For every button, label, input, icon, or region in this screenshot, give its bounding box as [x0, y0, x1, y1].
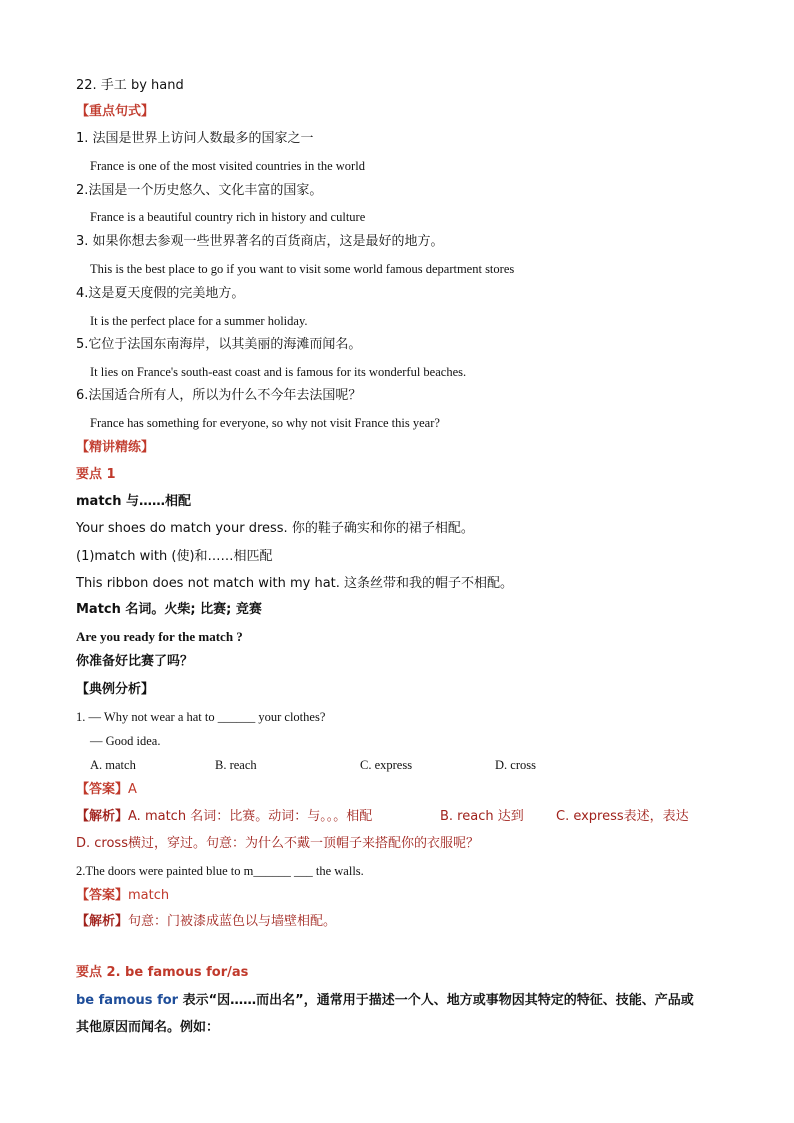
sentence-3-cn: 3. 如果你想去参观一些世界著名的百货商店，这是最好的地方。 — [76, 234, 444, 249]
match-noun-example: Are you ready for the match ? — [76, 629, 243, 644]
key-point-2: 要点 2. be famous for/as — [76, 965, 249, 980]
heading-example-analysis: 【典例分析】 — [76, 682, 155, 697]
question-2: 2.The doors were painted blue to m______ ___ the walls. — [76, 864, 364, 878]
analysis-2 — [76, 913, 336, 931]
sentence-5-en: It lies on France's south-east coast and is famous for its wonderful beaches. — [90, 365, 467, 379]
analysis-2-label: 【解析】 — [76, 914, 129, 929]
sentence-6-cn: 6.法国适合所有人，所以为什么不今年去法国呢？ — [76, 388, 362, 403]
analysis-1-option-b: B. reach 达到 — [440, 809, 524, 824]
sentence-4-cn: 4.这是夏天度假的完美地方。 — [76, 286, 245, 301]
sentence-1-cn: 1. 法国是世界上访问人数最多的国家之一 — [76, 131, 314, 146]
be-famous-for-definition-cont: 其他原因而闻名。例如： — [76, 1020, 220, 1035]
heading-explanation: 【精讲精练】 — [76, 440, 155, 455]
match-with-definition: (1)match with (使)和……相匹配 — [76, 549, 273, 564]
option-d: D. cross — [495, 758, 536, 772]
sentence-2-en: France is a beautiful country rich in history and culture — [90, 210, 366, 224]
key-point-1: 要点 1 — [76, 467, 116, 482]
match-definition: match 与……相配 — [76, 494, 192, 509]
line-by-hand: 22. 手工 by hand — [76, 78, 184, 93]
answer-1 — [76, 781, 137, 799]
sentence-1-en: France is one of the most visited countries in the world — [90, 159, 365, 173]
answer-2-label: 【答案】 — [76, 888, 129, 903]
answer-2-value: match — [128, 888, 170, 903]
match-noun-translation: 你准备好比赛了吗？ — [76, 654, 194, 669]
match-example-1: Your shoes do match your dress. 你的鞋子确实和你的裙子相配。 — [76, 521, 474, 536]
analysis-1-cont: D. cross横过，穿过。句意：为什么不戴一顶帽子来搭配你的衣服呢？ — [76, 836, 479, 851]
match-noun-definition: Match 名词。火柴; 比赛; 竞赛 — [76, 602, 262, 617]
analysis-1-option-a: A. match 名词：比赛。动词：与。。。相配 — [128, 809, 373, 824]
option-a: A. match — [90, 758, 136, 772]
analysis-1-label: 【解析】 — [76, 809, 129, 824]
answer-1-value: A — [128, 782, 137, 797]
be-famous-for-explanation: 表示“因……而出名”，通常用于描述一个人、地方或事物因其特定的特征、技能、产品或 — [178, 993, 694, 1008]
sentence-4-en: It is the perfect place for a summer holiday. — [90, 314, 308, 328]
match-with-example: This ribbon does not match with my hat. 这条丝带和我的帽子不相配。 — [76, 576, 514, 591]
analysis-1 — [76, 808, 776, 826]
be-famous-for-term: be famous for — [76, 993, 179, 1008]
question-1: 1. — Why not wear a hat to ______ your clothes? — [76, 710, 326, 724]
option-c: C. express — [360, 758, 413, 772]
analysis-2-text: 句意：门被漆成蓝色以与墙壁相配。 — [128, 914, 337, 929]
option-b: B. reach — [215, 758, 257, 772]
sentence-2-cn: 2.法国是一个历史悠久、文化丰富的国家。 — [76, 183, 323, 198]
heading-key-sentences: 【重点句式】 — [76, 104, 155, 119]
question-1-reply: — Good idea. — [90, 734, 161, 748]
analysis-1-option-c: C. express表述，表达 — [556, 809, 689, 824]
be-famous-for-definition — [76, 992, 694, 1010]
sentence-6-en: France has something for everyone, so why not visit France this year? — [90, 416, 440, 430]
answer-1-label: 【答案】 — [76, 782, 129, 797]
sentence-3-en: This is the best place to go if you want to visit some world famous department stores — [90, 262, 515, 276]
sentence-5-cn: 5.它位于法国东南海岸，以其美丽的海滩而闻名。 — [76, 337, 362, 352]
answer-2 — [76, 887, 169, 905]
